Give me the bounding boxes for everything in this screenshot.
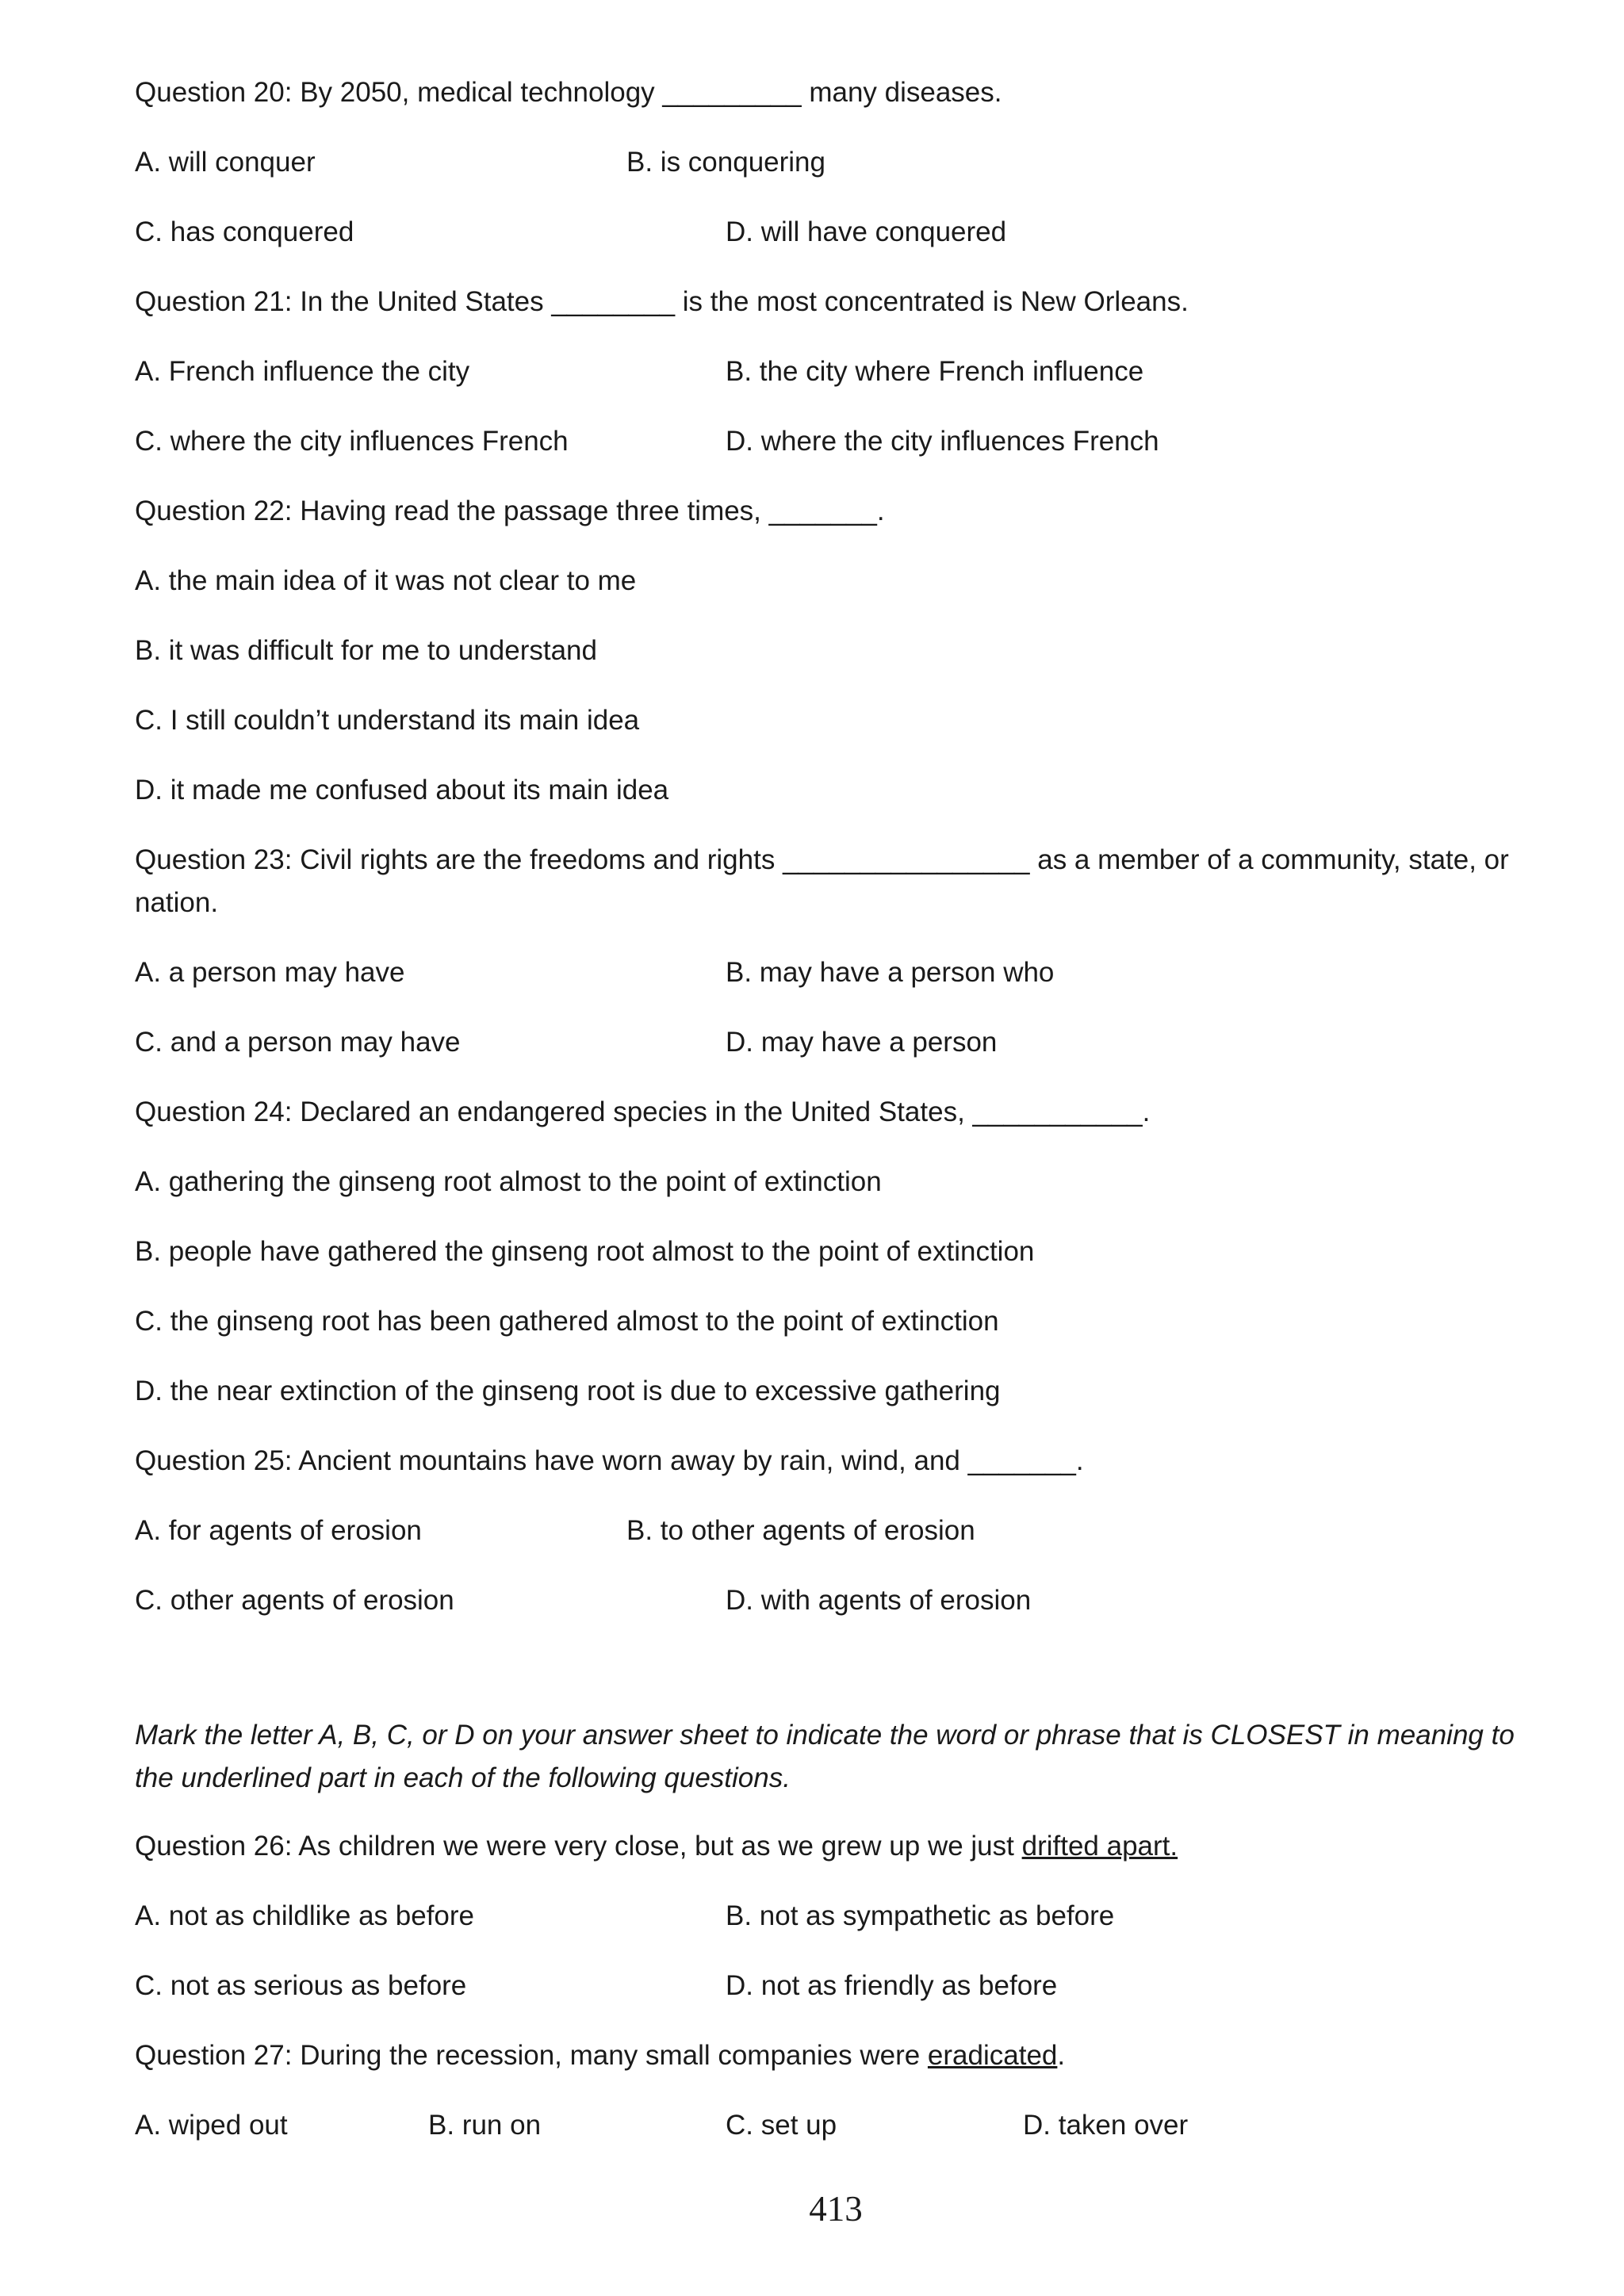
question-20-option-b: B. is conquering — [626, 147, 825, 178]
question-21-option-c: C. where the city influences French — [135, 426, 569, 457]
question-27-option-b: B. run on — [428, 2110, 542, 2141]
question-26-option-c: C. not as serious as before — [135, 1970, 467, 2001]
question-23-option-a: A. a person may have — [135, 957, 405, 988]
question-24-option-c: C. the ginseng root has been gathered almost to the point of extinction — [135, 1306, 999, 1337]
section-instruction: Mark the letter A, B, C, or D on your answer sheet to indicate the word or phrase that is CLOSEST in meaning to the underlined part in each of the following questions. — [135, 1720, 1515, 1793]
question-21-stem — [135, 281, 1189, 323]
question-text: Question 20: By 2050, medical technology — [135, 77, 655, 108]
question-22-option-d: D. it made me confused about its main idea — [135, 775, 669, 806]
question-23-option-b: B. may have a person who — [726, 957, 1055, 988]
question-24-option-b: B. people have gathered the ginseng root almost to the point of extinction — [135, 1236, 1035, 1267]
question-24-stem: Question 24: Declared an endangered species in the United States, ___________. — [135, 1096, 1151, 1127]
question-text: Question 27: During the recession, many small companies were — [135, 2040, 928, 2071]
question-27-option-d: D. taken over — [1023, 2110, 1189, 2141]
question-20-option-d: D. will have conquered — [726, 216, 1007, 247]
question-text: many diseases. — [809, 77, 1002, 108]
question-25-stem: Question 25: Ancient mountains have worn away by rain, wind, and _______. — [135, 1445, 1084, 1476]
question-24-option-a: A. gathering the ginseng root almost to the point of extinction — [135, 1166, 882, 1197]
answer-blank: ________ — [543, 286, 683, 317]
question-20-stem — [135, 71, 1002, 114]
question-22-option-b: B. it was difficult for me to understand — [135, 635, 597, 666]
question-26-option-a: A. not as childlike as before — [135, 1900, 475, 1931]
question-22-option-c: C. I still couldn’t understand its main idea — [135, 705, 640, 736]
question-20-option-a: A. will conquer — [135, 147, 316, 178]
question-26-option-d: D. not as friendly as before — [726, 1970, 1058, 2001]
question-27-option-a: A. wiped out — [135, 2110, 288, 2141]
question-25-option-a: A. for agents of erosion — [135, 1515, 422, 1546]
underlined-phrase: eradicated — [927, 2040, 1058, 2071]
question-23-stem: Question 23: Civil rights are the freedoms and rights ________________ as a member of a community, state, or nation. — [135, 844, 1509, 918]
question-text: Question 26: As children we were very close, but as we grew up we just — [135, 1831, 1022, 1862]
question-21-option-d: D. where the city influences French — [726, 426, 1159, 457]
question-27-option-c: C. set up — [726, 2110, 837, 2141]
question-27-stem — [135, 2034, 1065, 2077]
page-number: 413 — [809, 2189, 863, 2229]
question-text: is the most concentrated is New Orleans. — [682, 286, 1189, 317]
answer-blank: _________ — [654, 77, 810, 108]
question-25-option-b: B. to other agents of erosion — [626, 1515, 975, 1546]
question-23-option-d: D. may have a person — [726, 1027, 998, 1058]
underlined-phrase: drifted apart. — [1021, 1831, 1178, 1862]
question-23-option-c: C. and a person may have — [135, 1027, 461, 1058]
question-25-option-d: D. with agents of erosion — [726, 1585, 1032, 1616]
question-text: . — [1057, 2040, 1066, 2071]
question-text: Question 21: In the United States — [135, 286, 544, 317]
question-26-stem — [135, 1825, 1178, 1868]
question-21-option-b: B. the city where French influence — [726, 356, 1144, 387]
question-22-option-a: A. the main idea of it was not clear to me — [135, 565, 637, 596]
question-26-option-b: B. not as sympathetic as before — [726, 1900, 1115, 1931]
question-20-option-c: C. has conquered — [135, 216, 354, 247]
question-24-option-d: D. the near extinction of the ginseng root is due to excessive gathering — [135, 1376, 1001, 1406]
question-25-option-c: C. other agents of erosion — [135, 1585, 454, 1616]
question-22-stem: Question 22: Having read the passage three times, _______. — [135, 496, 885, 526]
question-21-option-a: A. French influence the city — [135, 356, 470, 387]
